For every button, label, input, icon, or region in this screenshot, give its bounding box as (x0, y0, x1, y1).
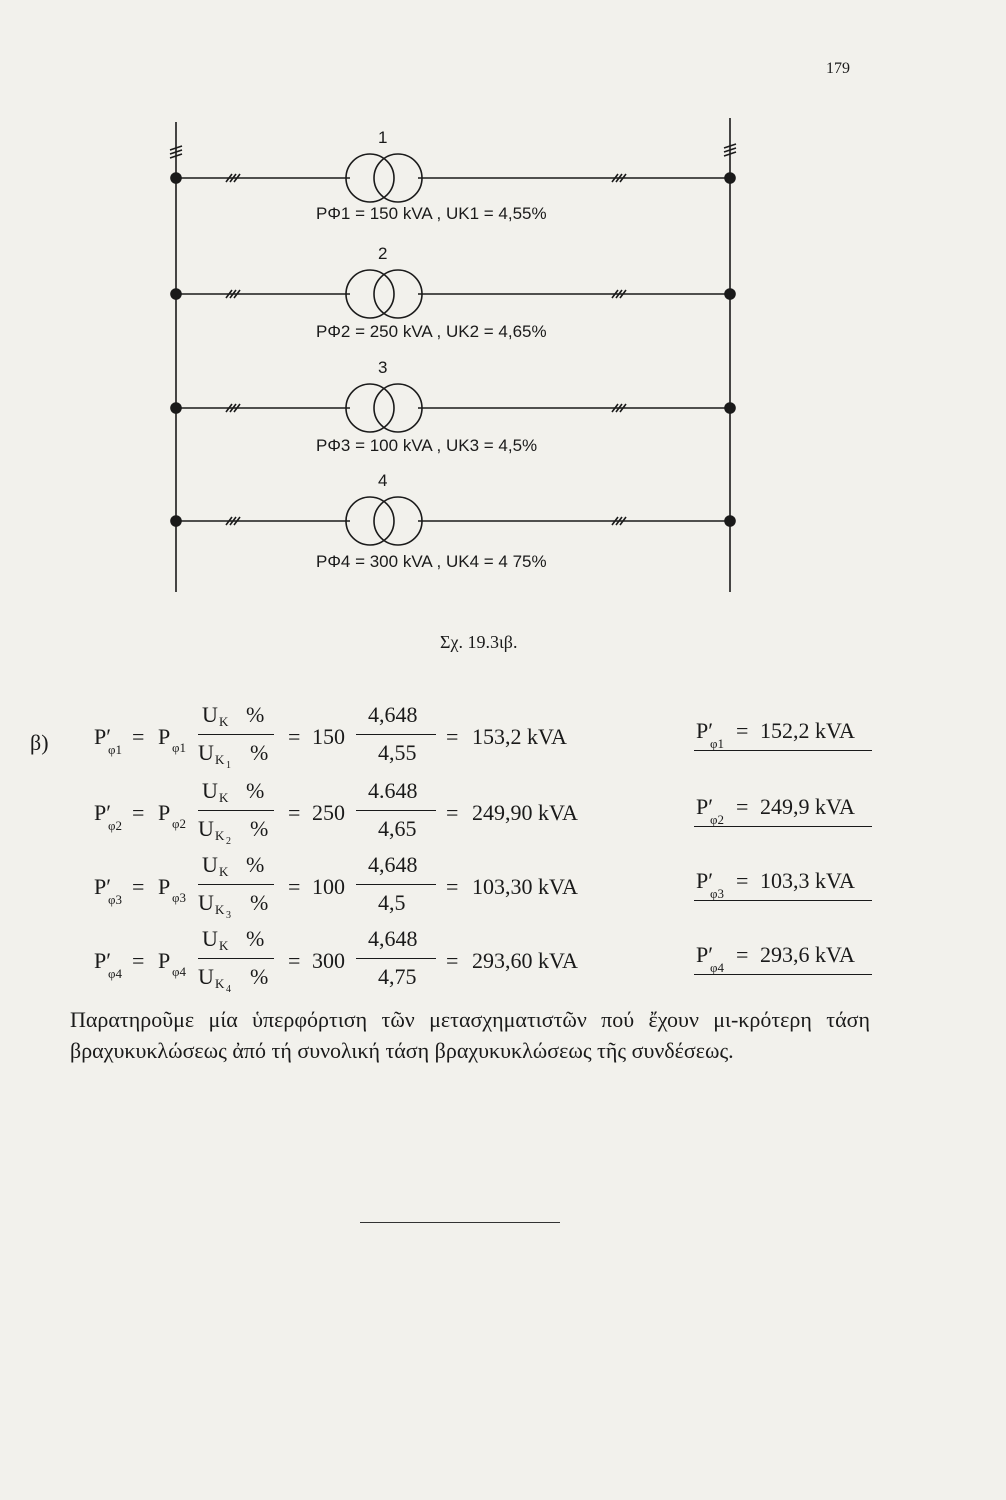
equals-sign: = (736, 794, 749, 819)
final-p-subscript: φ3 (710, 886, 725, 901)
equals-sign: = (288, 948, 301, 973)
result-underline (694, 750, 872, 751)
lhs-subscript: φ4 (108, 966, 123, 981)
transformer-winding-icon (346, 384, 394, 432)
lhs-symbol: P′ (94, 874, 112, 899)
final-value: 249,9 kVA (760, 794, 855, 819)
fraction-bar (198, 958, 274, 959)
percent-sign: % (246, 926, 265, 951)
transformer-rating-label: PΦ1 = 150 kVA , UΚ1 = 4,55% (316, 204, 547, 223)
equals-sign: = (446, 948, 459, 973)
three-phase-tick-icon (612, 290, 626, 298)
uk-num-symbol: U (202, 926, 218, 951)
uk-den-subscript: K (215, 902, 225, 917)
section-label: β) (30, 730, 49, 755)
percent-sign: % (246, 852, 265, 877)
calculation-row (0, 700, 1006, 780)
transformer-number: 1 (378, 128, 388, 147)
p-subscript: φ3 (172, 890, 187, 905)
lhs-subscript: φ3 (108, 892, 123, 907)
equals-sign: = (736, 868, 749, 893)
fraction-numerator: 4,648 (368, 852, 418, 877)
lhs-symbol: P′ (94, 948, 112, 973)
computed-result: 153,2 kVA (472, 724, 567, 749)
transformer-winding-icon (346, 154, 394, 202)
three-phase-tick-icon (226, 517, 240, 525)
three-phase-tick-icon (612, 404, 626, 412)
calculation-row (0, 850, 1006, 930)
fraction-denominator: 4,55 (378, 740, 417, 765)
fraction-bar (356, 884, 436, 885)
lhs-symbol: P′ (94, 724, 112, 749)
divider-line (360, 1222, 560, 1223)
uk-den-index: 3 (226, 910, 231, 921)
junction-dot (725, 289, 735, 299)
p-symbol: P (158, 724, 171, 749)
uk-den-subscript: K (215, 828, 225, 843)
uk-den-index: 2 (226, 836, 231, 847)
fraction-numerator: 4,648 (368, 702, 418, 727)
equals-sign: = (736, 942, 749, 967)
fraction-numerator: 4.648 (368, 778, 418, 803)
lhs-subscript: φ1 (108, 742, 123, 757)
coefficient: 150 (312, 724, 345, 749)
uk-den-symbol: U (198, 740, 214, 765)
three-phase-tick-icon (612, 517, 626, 525)
percent-sign: % (250, 964, 269, 989)
equals-sign: = (132, 874, 145, 899)
transformer-rating-label: PΦ3 = 100 kVA , UΚ3 = 4,5% (316, 436, 538, 455)
uk-num-subscript: K (219, 864, 229, 879)
final-p-symbol: P′ (696, 718, 714, 743)
fraction-bar (356, 958, 436, 959)
uk-den-subscript: K (215, 752, 225, 767)
equals-sign: = (736, 718, 749, 743)
page-number: 179 (826, 60, 850, 77)
percent-sign: % (246, 778, 265, 803)
computed-result: 249,90 kVA (472, 800, 578, 825)
percent-sign: % (246, 702, 265, 727)
transformer-winding-icon (346, 497, 394, 545)
transformer-number: 2 (378, 244, 388, 263)
percent-sign: % (250, 816, 269, 841)
three-phase-tick-icon (612, 174, 626, 182)
final-value: 103,3 kVA (760, 868, 855, 893)
fraction-bar (356, 810, 436, 811)
equals-sign: = (132, 800, 145, 825)
final-p-symbol: P′ (696, 942, 714, 967)
coefficient: 250 (312, 800, 345, 825)
fraction-bar (356, 734, 436, 735)
junction-dot (171, 173, 181, 183)
junction-dot (725, 403, 735, 413)
transformer-rating-label: PΦ4 = 300 kVA , UΚ4 = 4 75% (316, 552, 547, 571)
p-subscript: φ1 (172, 740, 187, 755)
result-underline (694, 826, 872, 827)
final-value: 293,6 kVA (760, 942, 855, 967)
transformer-number: 3 (378, 358, 388, 377)
uk-den-symbol: U (198, 890, 214, 915)
p-subscript: φ2 (172, 816, 187, 831)
equals-sign: = (288, 724, 301, 749)
calculation-row (0, 776, 1006, 856)
junction-dot (725, 516, 735, 526)
transformer-winding-icon (374, 384, 422, 432)
fraction-denominator: 4,5 (378, 890, 406, 915)
three-phase-tick-icon (226, 174, 240, 182)
coefficient: 100 (312, 874, 345, 899)
uk-num-subscript: K (219, 938, 229, 953)
equals-sign: = (446, 800, 459, 825)
p-symbol: P (158, 948, 171, 973)
fraction-bar (198, 884, 274, 885)
p-subscript: φ4 (172, 964, 187, 979)
transformer-winding-icon (374, 497, 422, 545)
final-value: 152,2 kVA (760, 718, 855, 743)
uk-num-symbol: U (202, 852, 218, 877)
figure-caption: Σχ. 19.3ιβ. (440, 632, 518, 652)
computed-result: 293,60 kVA (472, 948, 578, 973)
computed-result: 103,30 kVA (472, 874, 578, 899)
junction-dot (171, 289, 181, 299)
fraction-denominator: 4,75 (378, 964, 417, 989)
final-p-subscript: φ1 (710, 736, 725, 751)
fraction-bar (198, 734, 274, 735)
final-p-symbol: P′ (696, 794, 714, 819)
final-p-symbol: P′ (696, 868, 714, 893)
equals-sign: = (132, 724, 145, 749)
transformer-winding-icon (374, 154, 422, 202)
transformer-winding-icon (374, 270, 422, 318)
parallel-transformers-diagram (0, 0, 1006, 620)
transformer-rating-label: PΦ2 = 250 kVA , UΚ2 = 4,65% (316, 322, 547, 341)
result-underline (694, 900, 872, 901)
equals-sign: = (446, 874, 459, 899)
final-p-subscript: φ2 (710, 812, 725, 827)
junction-dot (171, 403, 181, 413)
percent-sign: % (250, 890, 269, 915)
uk-num-subscript: K (219, 790, 229, 805)
uk-den-symbol: U (198, 964, 214, 989)
uk-num-subscript: K (219, 714, 229, 729)
uk-num-symbol: U (202, 702, 218, 727)
fraction-bar (198, 810, 274, 811)
uk-den-index: 1 (226, 760, 231, 771)
coefficient: 300 (312, 948, 345, 973)
fraction-numerator: 4,648 (368, 926, 418, 951)
lhs-symbol: P′ (94, 800, 112, 825)
result-underline (694, 974, 872, 975)
uk-den-index: 4 (226, 984, 231, 995)
junction-dot (171, 516, 181, 526)
junction-dot (725, 173, 735, 183)
equals-sign: = (132, 948, 145, 973)
uk-num-symbol: U (202, 778, 218, 803)
three-phase-tick-icon (226, 290, 240, 298)
final-p-subscript: φ4 (710, 960, 725, 975)
equals-sign: = (446, 724, 459, 749)
transformer-number: 4 (378, 471, 388, 490)
calculation-row (0, 924, 1006, 1004)
p-symbol: P (158, 800, 171, 825)
three-phase-tick-icon (226, 404, 240, 412)
equals-sign: = (288, 800, 301, 825)
transformer-winding-icon (346, 270, 394, 318)
uk-den-symbol: U (198, 816, 214, 841)
conclusion-paragraph: Παρατηροῦμε μία ὑπερφόρτιση τῶν μετασχηματιστῶν πού ἔχουν μι-κρότερη τάση βραχυκυκλώσεως ἀπό τή συνολική τάση βραχυκυκλώσεως τῆς συνδέσεως. (70, 1007, 870, 1063)
uk-den-subscript: K (215, 976, 225, 991)
equals-sign: = (288, 874, 301, 899)
lhs-subscript: φ2 (108, 818, 123, 833)
fraction-denominator: 4,65 (378, 816, 417, 841)
p-symbol: P (158, 874, 171, 899)
percent-sign: % (250, 740, 269, 765)
